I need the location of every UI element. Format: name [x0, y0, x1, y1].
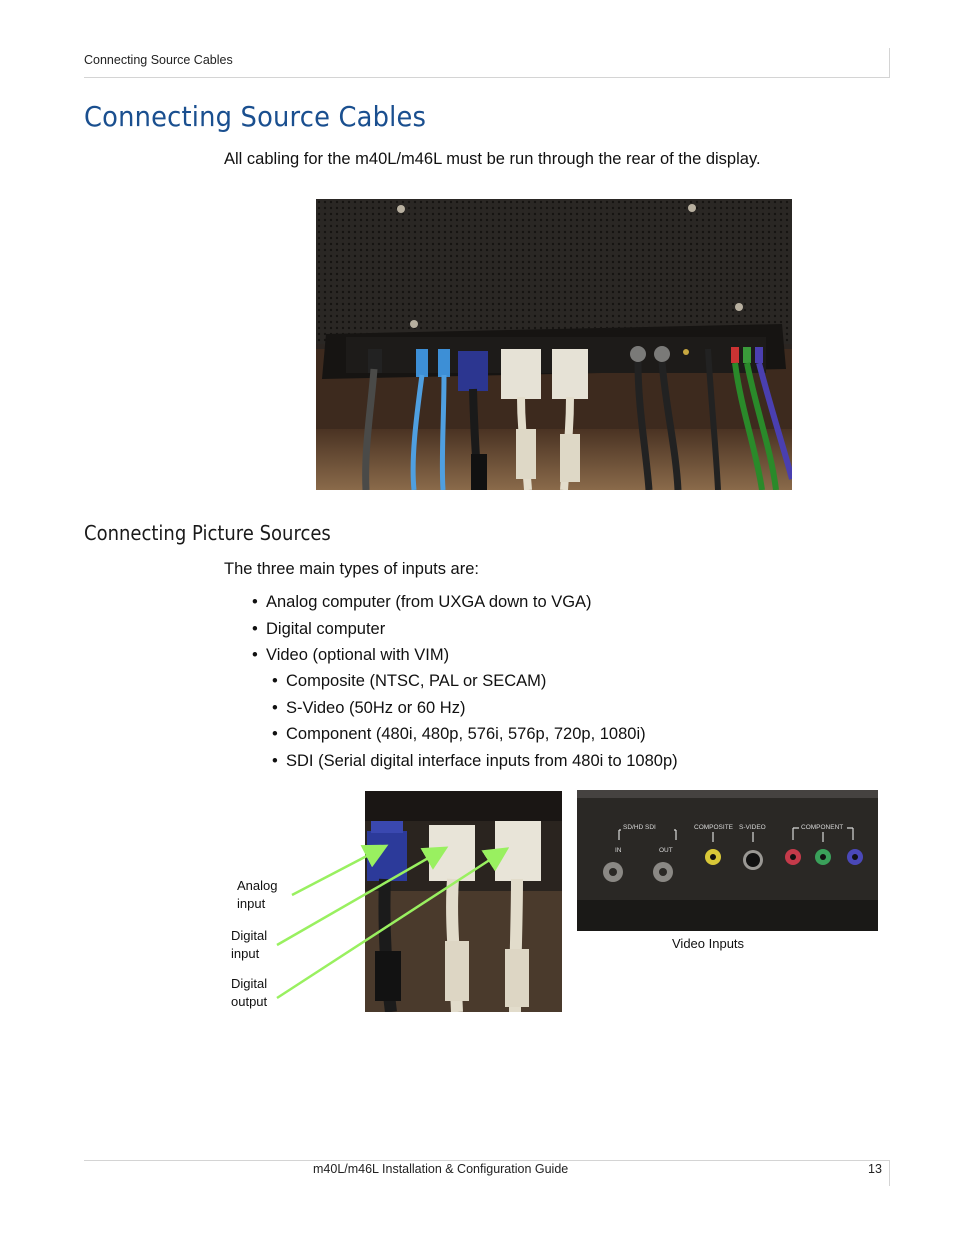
- section-lead: The three main types of inputs are:: [224, 560, 479, 578]
- panel-label-composite: COMPOSITE: [694, 824, 734, 831]
- panel-label-component: COMPONENT: [801, 824, 844, 831]
- bullet-icon: •: [272, 725, 278, 743]
- panel-label-out: OUT: [659, 847, 673, 854]
- callout-analog-input: Analog input: [237, 878, 278, 911]
- callout-digital-output: Digital output: [231, 976, 268, 1009]
- rear-panel-photo: [316, 199, 792, 490]
- bullet-icon: •: [272, 699, 278, 717]
- page-number: 13: [868, 1162, 882, 1176]
- panel-label-sdi: SD/HD SDI: [623, 824, 656, 831]
- page-title: Connecting Source Cables: [84, 100, 427, 133]
- sub-list-item: • SDI (Serial digital interface inputs from 480i to 1080p): [272, 752, 678, 770]
- header-rule: [84, 77, 890, 78]
- sub-list-item: • Composite (NTSC, PAL or SECAM): [272, 672, 547, 690]
- section-heading: Connecting Picture Sources: [84, 521, 331, 545]
- header-rule-tick: [889, 48, 890, 78]
- list-item: • Video (optional with VIM): [252, 646, 450, 664]
- bullet-icon: •: [252, 593, 258, 611]
- footer-rule: [84, 1160, 890, 1161]
- bullet-icon: •: [272, 752, 278, 770]
- callout-digital-input: Digital input: [231, 928, 268, 961]
- intro-paragraph: All cabling for the m40L/m46L must be run through the rear of the display.: [224, 150, 761, 168]
- bullet-icon: •: [272, 672, 278, 690]
- panel-label-svideo: S-VIDEO: [739, 824, 766, 831]
- list-item: • Digital computer: [252, 620, 386, 638]
- list-item: • Analog computer (from UXGA down to VGA): [252, 593, 592, 611]
- video-inputs-caption: Video Inputs: [672, 936, 745, 951]
- connector-closeup-photo: [365, 791, 562, 1012]
- footer-rule-tick: [889, 1160, 890, 1186]
- video-inputs-panel-photo: [577, 790, 878, 931]
- bullet-icon: •: [252, 620, 258, 638]
- sub-list-item: • S-Video (50Hz or 60 Hz): [272, 699, 466, 717]
- running-header: Connecting Source Cables: [84, 53, 233, 67]
- bullet-icon: •: [252, 646, 258, 664]
- footer-title: m40L/m46L Installation & Configuration Guide: [313, 1162, 569, 1176]
- sub-list-item: • Component (480i, 480p, 576i, 576p, 720p, 1080i): [272, 725, 646, 743]
- panel-label-in: IN: [615, 847, 622, 854]
